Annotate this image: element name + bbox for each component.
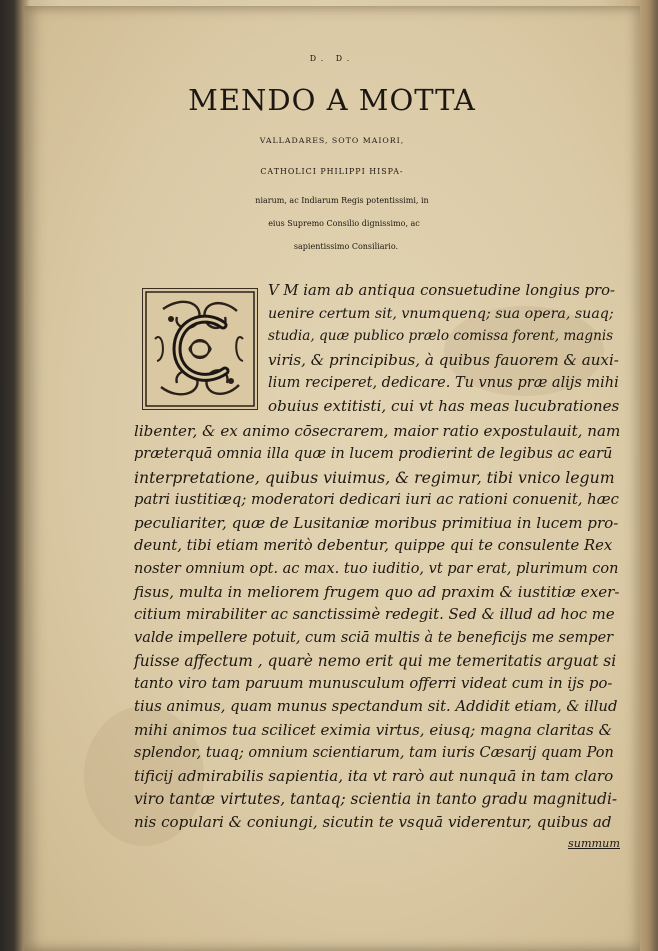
text-line: uenire certum sit, vnumquenq; sua opera, suaq;: [268, 306, 614, 322]
dedicatee-title: CATHOLICI PHILIPPI HISPA-: [260, 167, 404, 176]
text-line: fisus, multa in meliorem frugem quo ad praxim & iustitiæ exer-: [134, 583, 620, 601]
dedicatee-surnames: VALLADARES, SOTO MAIORI,: [259, 136, 405, 145]
dedication-initials: D. D.: [309, 54, 355, 63]
text-line: obuius extitisti, cui vt has meas lucubrationes: [268, 397, 620, 415]
text-line: patri iustitiæq; moderatori dedicari iuri ac rationi conuenit, hæc: [134, 491, 619, 508]
text-line: libenter, & ex animo cōsecrarem, maior ratio expostulauit, nam: [134, 422, 621, 440]
decorated-initial-icon: [142, 288, 258, 410]
text-line: mihi animos tua scilicet eximia virtus, eiusq; magna claritas &: [134, 721, 613, 739]
text-line: viris, & principibus, à quibus fauorem & auxi-: [268, 351, 619, 369]
dedicatee-name: MENDO A MOTTA: [188, 83, 476, 117]
text-line: citium mirabiliter ac sanctissimè redegit. Sed & illud ad hoc me: [134, 606, 615, 623]
text-line: tius animus, quam munus spectandum sit. Addidit etiam, & illud: [134, 698, 618, 715]
text-line: deunt, tibi etiam meritò debentur, quippe qui te consulente Rex: [134, 537, 613, 554]
text-line: splendor, tuaq; omnium scientiarum, tam iuris Cæsarij quam Pon: [134, 745, 614, 761]
text-line: præterquā omnia illa quæ in lucem prodierint de legibus ac earū: [134, 446, 613, 462]
dedicatee-title-cont: niarum, ac Indiarum Regis potentissimi, in: [255, 196, 429, 205]
text-line: viro tantæ virtutes, tantaq; scientia in tanto gradu magnitudi-: [134, 790, 618, 808]
text-line: V M iam ab antiqua consuetudine longius pro-: [268, 282, 616, 299]
book-page: [24, 6, 640, 951]
text-line: noster omnium opt. ac max. tuo iuditio, vt par erat, plurimum con: [134, 561, 619, 577]
text-line: nis copulari & coniungi, sicutin te vsquā viderentur, quibus ad: [134, 813, 612, 831]
dedicatee-office-cont: sapientissimo Consiliario.: [293, 242, 399, 251]
text-line: tificij admirabilis sapientia, ita vt rarò aut nunquā in tam claro: [134, 767, 614, 785]
text-line: studia, quæ publico prælo comissa forent, magnis: [268, 328, 614, 344]
text-line: interpretatione, quibus viuimus, & regimur, tibi vnico legum: [134, 468, 615, 487]
text-line: fuisse affectum , quarè nemo erit qui me temeritatis arguat si: [134, 652, 617, 670]
text-line: peculiariter, quæ de Lusitaniæ moribus primitiua in lucem pro-: [134, 514, 619, 532]
catchword: summum: [568, 837, 620, 850]
text-line: lium reciperet, dedicare. Tu vnus præ alijs mihi: [268, 375, 619, 391]
text-line: valde impellere potuit, cum sciā multis à te beneficijs me semper: [134, 630, 614, 646]
dedicatee-office: eius Supremo Consilio dignissimo, ac: [268, 219, 420, 228]
text-line: tanto viro tam paruum munusculum offerri videat cum in ijs po-: [134, 675, 613, 692]
